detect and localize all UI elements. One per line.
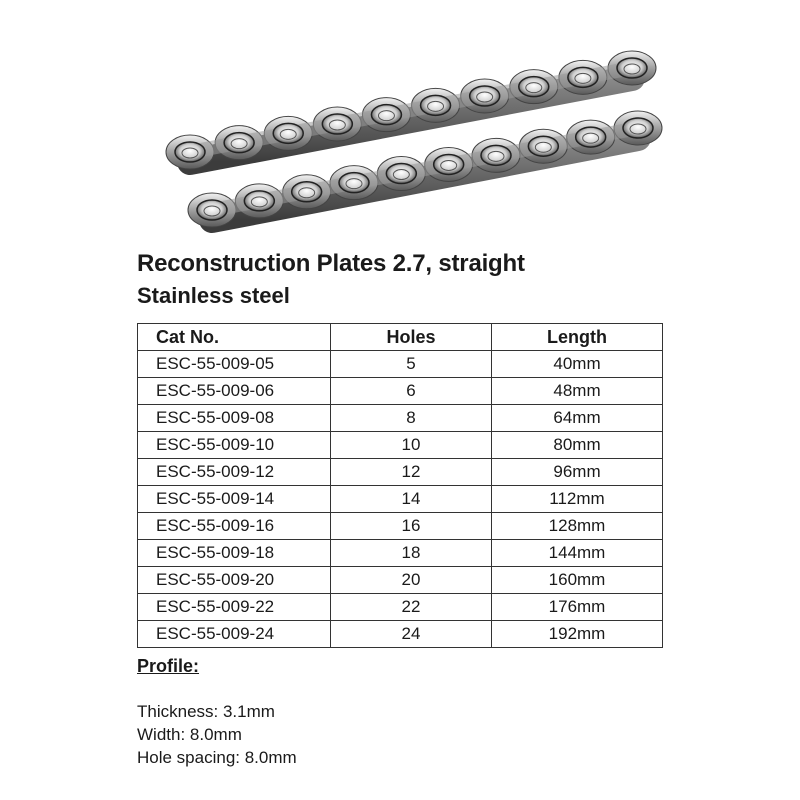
cell-holes: 14 <box>331 486 492 513</box>
cell-length: 64mm <box>492 405 663 432</box>
cell-length: 176mm <box>492 594 663 621</box>
table-row <box>138 621 663 648</box>
table-row <box>138 405 663 432</box>
table-row <box>138 378 663 405</box>
cell-length: 128mm <box>492 513 663 540</box>
cell-length: 80mm <box>492 432 663 459</box>
header-length: Length <box>492 324 663 351</box>
cell-holes: 12 <box>331 459 492 486</box>
spec-table <box>137 323 663 648</box>
cell-holes: 20 <box>331 567 492 594</box>
cell-cat-no: ESC-55-009-22 <box>138 594 331 621</box>
cell-length: 96mm <box>492 459 663 486</box>
profile-thickness: Thickness: 3.1mm <box>137 702 275 721</box>
cell-cat-no: ESC-55-009-05 <box>138 351 331 378</box>
table-row <box>138 459 663 486</box>
cell-cat-no: ESC-55-009-08 <box>138 405 331 432</box>
header-cat-no: Cat No. <box>138 324 331 351</box>
cell-holes: 8 <box>331 405 492 432</box>
table-row <box>138 432 663 459</box>
cell-length: 160mm <box>492 567 663 594</box>
table-row <box>138 567 663 594</box>
table-row <box>138 513 663 540</box>
cell-holes: 18 <box>331 540 492 567</box>
profile-width: Width: 8.0mm <box>137 725 242 744</box>
table-row <box>138 540 663 567</box>
cell-length: 40mm <box>492 351 663 378</box>
cell-holes: 24 <box>331 621 492 648</box>
cell-cat-no: ESC-55-009-06 <box>138 378 331 405</box>
cell-holes: 10 <box>331 432 492 459</box>
cell-cat-no: ESC-55-009-14 <box>138 486 331 513</box>
bone-plate-image <box>150 40 670 250</box>
table-row <box>138 594 663 621</box>
cell-holes: 6 <box>331 378 492 405</box>
cell-length: 192mm <box>492 621 663 648</box>
cell-cat-no: ESC-55-009-24 <box>138 621 331 648</box>
cell-length: 48mm <box>492 378 663 405</box>
header-holes: Holes <box>331 324 492 351</box>
cell-length: 144mm <box>492 540 663 567</box>
table-row <box>138 351 663 378</box>
table-header-row <box>138 324 663 351</box>
profile-specs <box>137 700 297 769</box>
cell-holes: 16 <box>331 513 492 540</box>
cell-holes: 5 <box>331 351 492 378</box>
profile-hole-spacing: Hole spacing: 8.0mm <box>137 748 297 767</box>
cell-holes: 22 <box>331 594 492 621</box>
cell-cat-no: ESC-55-009-10 <box>138 432 331 459</box>
cell-cat-no: ESC-55-009-20 <box>138 567 331 594</box>
product-title: Reconstruction Plates 2.7, straight <box>137 250 525 277</box>
cell-cat-no: ESC-55-009-18 <box>138 540 331 567</box>
table-row <box>138 486 663 513</box>
cell-cat-no: ESC-55-009-12 <box>138 459 331 486</box>
profile-heading: Profile: <box>137 656 200 676</box>
product-material: Stainless steel <box>137 283 290 308</box>
cell-length: 112mm <box>492 486 663 513</box>
cell-cat-no: ESC-55-009-16 <box>138 513 331 540</box>
